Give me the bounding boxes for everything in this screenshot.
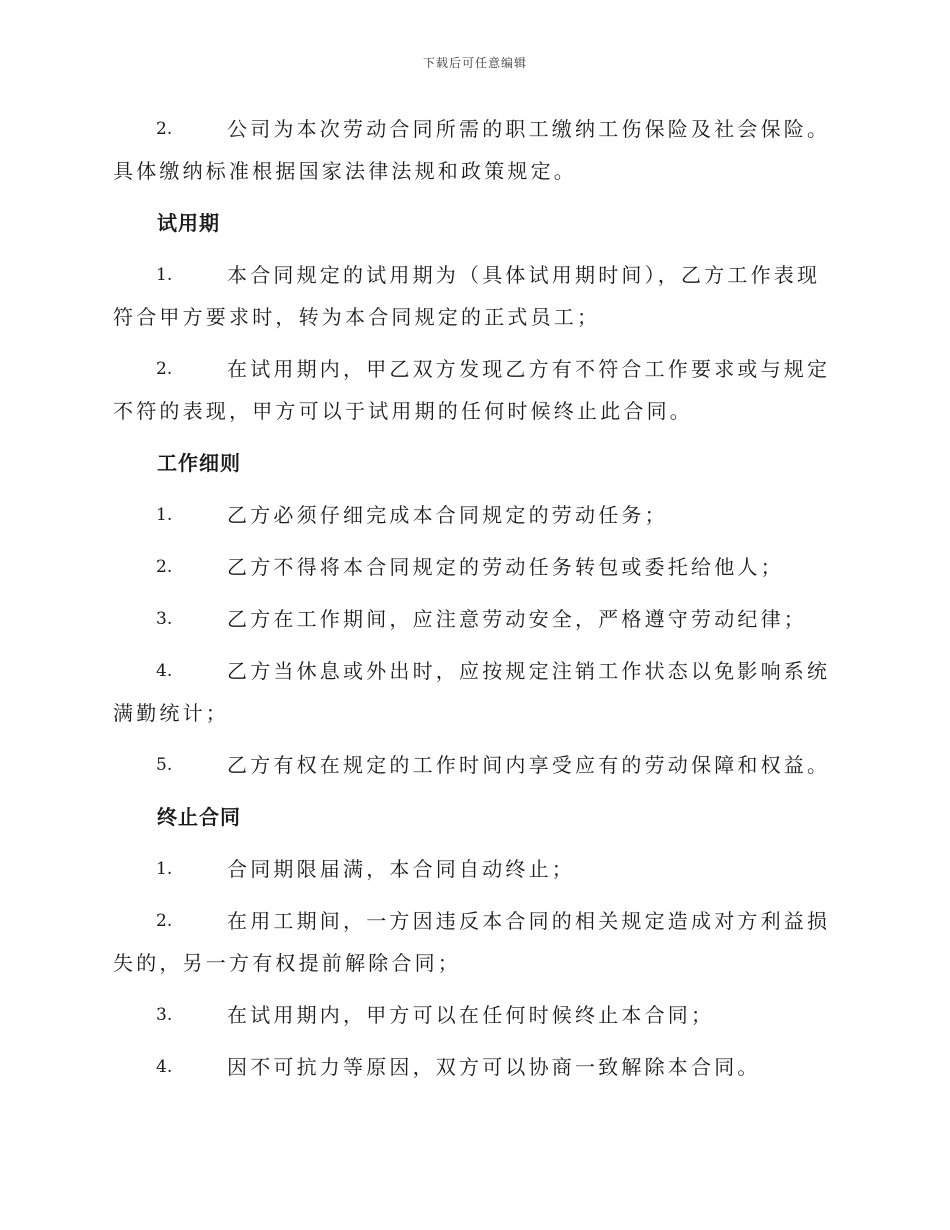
list-item — [113, 994, 833, 1036]
list-item-text: 在试用期内，甲乙双方发现乙方有不符合工作要求或与规定不符的表现，甲方可以于试用期的任何时候终止此合同。 — [113, 357, 831, 423]
document-body — [113, 108, 833, 1098]
list-item-number: 1. — [156, 265, 173, 285]
list-item-text: 乙方有权在规定的工作时间内享受应有的劳动保障和权益。 — [227, 753, 831, 777]
list-item-number: 3. — [156, 609, 173, 629]
list-item-text: 公司为本次劳动合同所需的职工缴纳工伤保险及社会保险。具体缴纳标准根据国家法律法规和政策规定。 — [113, 117, 831, 183]
list-item-number: 2. — [156, 557, 173, 577]
page-header-note: 下载后可任意编辑 — [422, 56, 527, 70]
list-item-text: 乙方必须仔细完成本合同规定的劳动任务； — [227, 503, 668, 527]
list-item-text: 在试用期内，甲方可以在任何时候终止本合同； — [227, 1003, 715, 1027]
list-item-number: 2. — [156, 911, 173, 931]
list-item — [113, 900, 833, 984]
list-item — [113, 494, 833, 536]
list-item-number: 1. — [156, 505, 173, 525]
section-heading-work-rules: 工作细则 — [157, 451, 241, 475]
list-item-text: 合同期限届满，本合同自动终止； — [227, 857, 575, 881]
list-item — [113, 744, 833, 786]
list-item-number: 5. — [156, 755, 173, 775]
list-item-number: 2. — [156, 359, 173, 379]
section-heading-termination: 终止合同 — [157, 805, 241, 829]
list-item — [113, 598, 833, 640]
list-item-number: 3. — [156, 1005, 173, 1025]
list-item — [113, 1046, 833, 1088]
list-item-number: 4. — [156, 661, 173, 681]
list-item — [113, 650, 833, 734]
section-heading-probation: 试用期 — [157, 211, 220, 235]
list-item-text: 本合同规定的试用期为（具体试用期时间），乙方工作表现符合甲方要求时，转为本合同规定的正式员工； — [113, 263, 821, 329]
list-item-number: 2. — [156, 119, 173, 139]
list-item — [113, 348, 833, 432]
list-item-text: 乙方在工作期间，应注意劳动安全，严格遵守劳动纪律； — [227, 607, 807, 631]
list-item — [113, 546, 833, 588]
list-item-text: 因不可抗力等原因，双方可以协商一致解除本合同。 — [227, 1055, 761, 1079]
list-item-text: 乙方当休息或外出时，应按规定注销工作状态以免影响系统满勤统计； — [113, 659, 831, 725]
list-item — [113, 254, 833, 338]
list-item-text: 乙方不得将本合同规定的劳动任务转包或委托给他人； — [227, 555, 784, 579]
list-item-text: 在用工期间，一方因违反本合同的相关规定造成对方利益损失的，另一方有权提前解除合同； — [113, 909, 831, 975]
list-item — [113, 108, 833, 192]
list-item — [113, 848, 833, 890]
list-item-number: 4. — [156, 1057, 173, 1077]
list-item-number: 1. — [156, 859, 173, 879]
